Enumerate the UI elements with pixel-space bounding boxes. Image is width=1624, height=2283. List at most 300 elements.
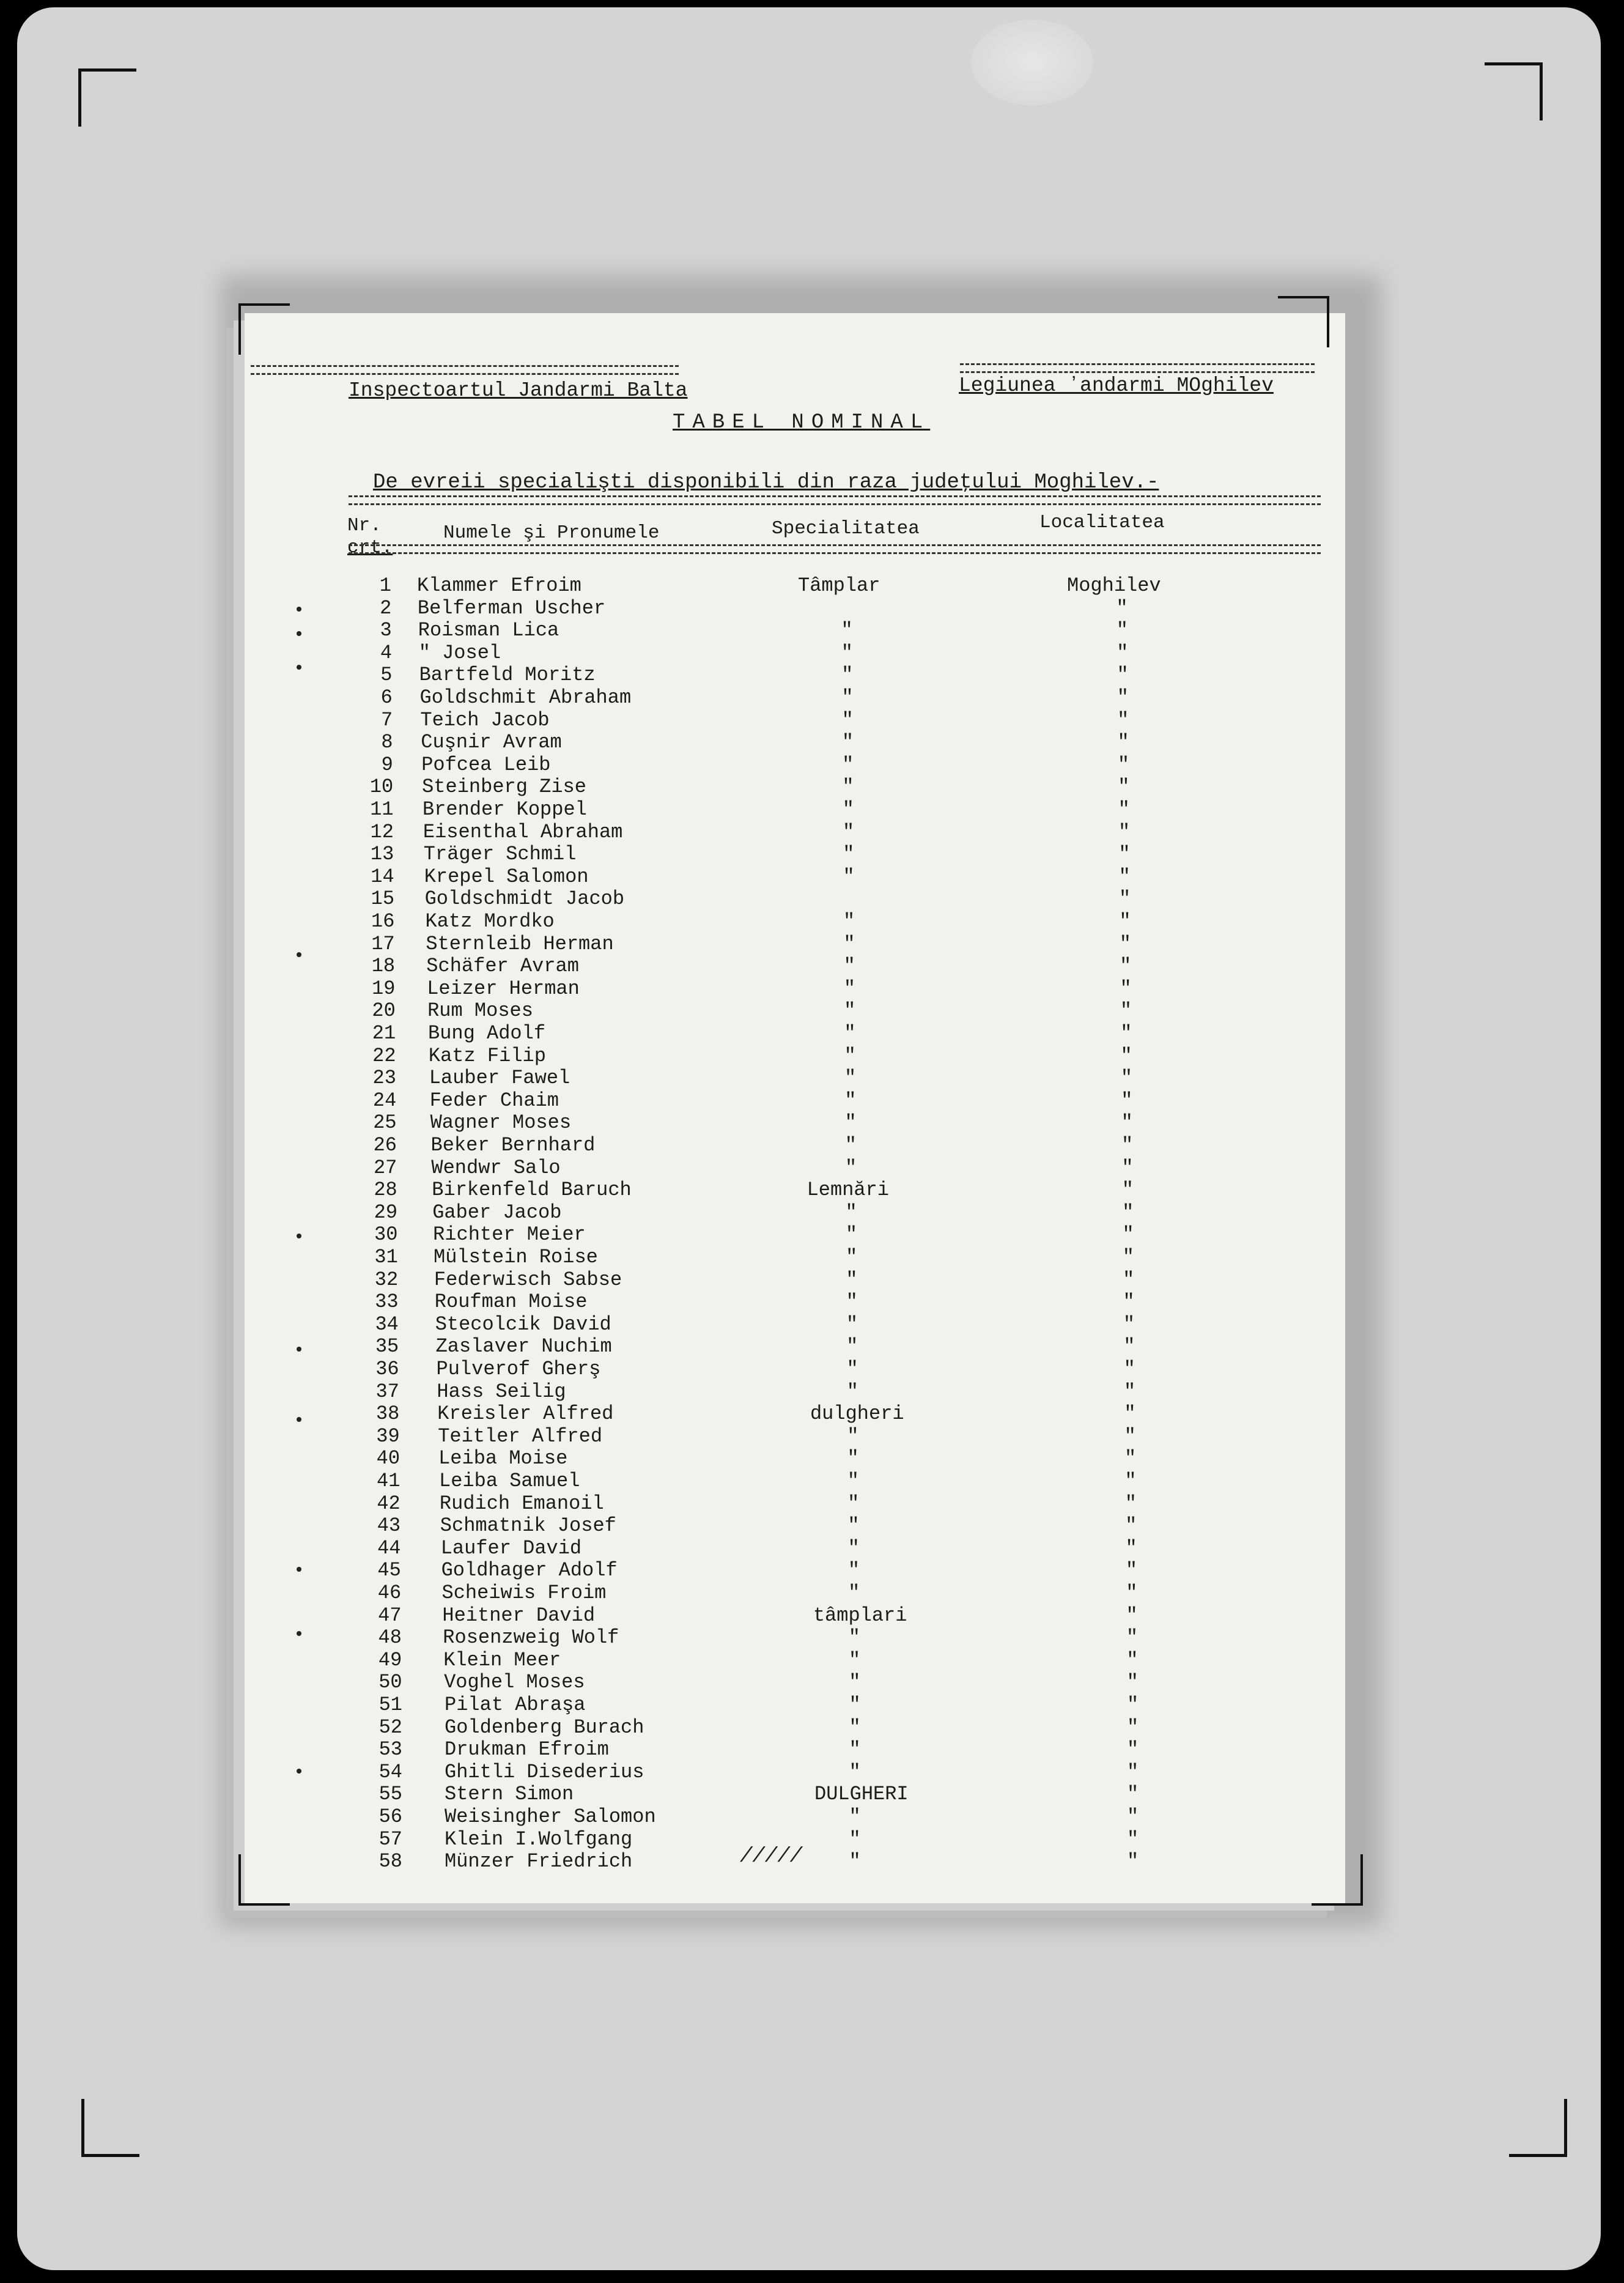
row-name: Wendwr Salo: [431, 1156, 561, 1179]
table-row: [245, 933, 1333, 955]
row-specialty: ": [847, 1470, 859, 1492]
row-locality: ": [1127, 1760, 1139, 1783]
row-number: 32: [374, 1268, 399, 1291]
table-row: [245, 1403, 1333, 1425]
table-row: [245, 1537, 1333, 1560]
row-locality: ": [1126, 1582, 1138, 1604]
table-row: [245, 1045, 1333, 1067]
row-name: Goldenberg Burach: [445, 1715, 644, 1739]
row-specialty: ": [849, 1715, 861, 1739]
row-specialty: ": [845, 1156, 857, 1179]
table-row: [245, 1246, 1333, 1268]
row-number: 27: [373, 1156, 397, 1179]
table-row: [245, 1291, 1333, 1313]
row-number: 25: [373, 1111, 397, 1134]
table-row: [245, 1806, 1333, 1828]
row-name: Stecolcik David: [435, 1312, 611, 1336]
row-locality: ": [1124, 1447, 1137, 1470]
row-specialty: ": [842, 798, 854, 821]
row-name: Rudich Emanoil: [439, 1492, 604, 1515]
row-specialty: ": [846, 1312, 858, 1336]
row-specialty: ": [849, 1805, 861, 1828]
row-specialty: ": [845, 1223, 858, 1246]
row-specialty: ": [844, 1022, 856, 1045]
row-specialty: ": [846, 1268, 858, 1291]
row-number: 21: [372, 1022, 396, 1045]
row-locality: ": [1127, 1715, 1139, 1739]
rule-top-right: [960, 363, 1315, 373]
table-row: [245, 1671, 1333, 1693]
row-name: Beker Bernhard: [430, 1134, 596, 1156]
row-locality: ": [1118, 865, 1131, 888]
row-number: 47: [378, 1604, 402, 1627]
row-number: 24: [372, 1089, 397, 1112]
row-locality: Moghilev: [1067, 574, 1161, 597]
row-locality: ": [1126, 1648, 1139, 1671]
row-name: Träger Schmil: [423, 843, 577, 866]
row-number: 12: [370, 820, 394, 843]
table-row: [245, 1202, 1333, 1224]
margin-mark: [297, 631, 301, 636]
row-name: Teitler Alfred: [438, 1424, 603, 1448]
row-locality: ": [1123, 1290, 1135, 1314]
row-specialty: ": [849, 1827, 861, 1851]
row-specialty: ": [842, 820, 855, 843]
margin-mark: [297, 1234, 301, 1238]
row-number: 55: [378, 1783, 402, 1806]
row-locality: ": [1116, 641, 1129, 664]
page-crop-top-right: [1278, 296, 1329, 347]
row-specialty: ": [849, 1693, 861, 1716]
row-locality: ": [1121, 1179, 1134, 1202]
film-stain: [971, 20, 1093, 105]
row-name: Heitner David: [442, 1604, 596, 1627]
table-row: [245, 888, 1333, 910]
row-number: 53: [378, 1738, 402, 1761]
row-name: Pofcea Leib: [421, 753, 551, 776]
crop-mark-top-left: [78, 68, 136, 127]
table-row: [245, 799, 1333, 821]
document-page: [245, 313, 1345, 1903]
row-number: 44: [377, 1536, 401, 1560]
margin-mark: [297, 665, 301, 670]
row-specialty: ": [841, 731, 854, 754]
row-name: Federwisch Sabse: [434, 1268, 622, 1291]
row-locality: ": [1116, 664, 1129, 687]
row-locality: ": [1118, 798, 1130, 821]
row-name: Schmatnik Josef: [440, 1514, 616, 1537]
rule-top-left: [251, 365, 679, 375]
row-locality: ": [1126, 1671, 1139, 1694]
row-locality: ": [1124, 1492, 1137, 1515]
row-number: 4: [380, 641, 393, 664]
row-name: Teich Jacob: [420, 708, 550, 731]
row-locality: ": [1121, 1111, 1133, 1134]
row-name: Brender Koppel: [423, 798, 587, 821]
row-name: Pilat Abraşa: [445, 1693, 586, 1716]
row-name: Stern Simon: [445, 1783, 574, 1806]
row-number: 16: [371, 910, 395, 933]
margin-mark: [297, 952, 301, 957]
row-locality: ": [1124, 1470, 1137, 1492]
crop-mark-bottom-left: [81, 2099, 139, 2157]
row-locality: ": [1123, 1335, 1135, 1358]
row-name: Feder Chaim: [429, 1089, 559, 1112]
row-number: 11: [370, 798, 394, 821]
table-row: [245, 1493, 1333, 1515]
row-name: Bartfeld Moritz: [419, 664, 596, 687]
row-name: Bung Adolf: [428, 1022, 546, 1045]
row-number: 19: [372, 977, 396, 1000]
row-locality: ": [1122, 1201, 1134, 1224]
row-specialty: ": [841, 686, 854, 709]
row-locality: ": [1123, 1312, 1135, 1336]
row-specialty: dulgheri: [810, 1402, 904, 1426]
row-specialty: ": [847, 1492, 860, 1515]
table-row: [245, 620, 1333, 642]
margin-mark: [297, 1417, 301, 1422]
table-row: [245, 1112, 1333, 1134]
table-row: [245, 1224, 1333, 1246]
row-specialty: ": [847, 1536, 860, 1560]
table-row: [245, 1269, 1333, 1291]
row-specialty: ": [846, 1290, 858, 1314]
row-specialty: ": [846, 1246, 858, 1268]
row-name: Leizer Herman: [427, 977, 580, 1000]
table-row: [245, 1515, 1333, 1537]
row-specialty: ": [843, 843, 855, 866]
row-specialty: ": [841, 619, 853, 642]
margin-mark: [297, 1347, 301, 1352]
row-locality: ": [1126, 1626, 1139, 1649]
table-row: [245, 1761, 1333, 1783]
row-locality: ": [1118, 775, 1130, 799]
nr-label: Nr.: [347, 515, 382, 536]
crt-label: crt.: [347, 537, 393, 558]
row-number: 57: [378, 1827, 402, 1851]
row-specialty: Lemnări: [806, 1179, 889, 1202]
row-specialty: ": [843, 932, 855, 955]
row-specialty: ": [843, 865, 855, 888]
row-specialty: ": [846, 1380, 858, 1403]
table-row: [245, 1426, 1333, 1448]
table-row: [245, 1134, 1333, 1156]
row-name: Cuşnir Avram: [421, 731, 562, 754]
row-specialty: ": [843, 977, 856, 1000]
row-name: Katz Mordko: [425, 910, 555, 933]
table-row: [245, 843, 1333, 865]
row-locality: ": [1120, 1067, 1133, 1090]
row-locality: ": [1125, 1514, 1137, 1537]
row-number: 20: [372, 999, 396, 1023]
row-number: 18: [371, 955, 396, 978]
row-specialty: ": [844, 1134, 857, 1156]
row-locality: ": [1127, 1738, 1139, 1761]
row-locality: ": [1121, 1089, 1133, 1112]
row-name: Weisingher Salomon: [445, 1805, 656, 1828]
header-right: Legiunea ʼandarmi MOghilev: [959, 374, 1274, 397]
row-specialty: DULGHERI: [814, 1783, 909, 1806]
row-number: 28: [374, 1179, 397, 1202]
row-name: Lauber Fawel: [429, 1067, 570, 1090]
table-row: [245, 911, 1333, 933]
table-row: [245, 1739, 1333, 1761]
row-number: 45: [377, 1559, 401, 1582]
table-row: [245, 1381, 1333, 1403]
table-row: [245, 1605, 1333, 1627]
table-row: [245, 1023, 1333, 1045]
row-locality: ": [1126, 1604, 1138, 1627]
row-specialty: ": [849, 1671, 861, 1694]
table-row: [245, 1470, 1333, 1492]
row-locality: ": [1124, 1402, 1136, 1426]
document-title: TABEL NOMINAL: [673, 411, 931, 434]
row-number: 52: [378, 1715, 402, 1739]
row-specialty: Tâmplar: [798, 574, 880, 597]
row-locality: ": [1127, 1783, 1139, 1806]
row-name: Wagner Moses: [430, 1111, 572, 1134]
row-number: 38: [375, 1402, 400, 1426]
row-name: Kreisler Alfred: [437, 1402, 614, 1426]
row-locality: ": [1118, 843, 1131, 866]
document-subtitle: De evreii specialişti disponibili din raza judeţului Moghilev.-: [373, 471, 1159, 494]
row-locality: ": [1118, 820, 1131, 843]
row-locality: ": [1122, 1246, 1134, 1268]
row-specialty: ": [849, 1738, 861, 1761]
row-specialty: ": [849, 1760, 861, 1783]
row-locality: ": [1116, 596, 1128, 620]
row-specialty: ": [842, 753, 854, 776]
row-name: Münzer Friedrich: [445, 1850, 633, 1873]
table-row: [245, 575, 1333, 597]
row-number: 26: [373, 1134, 397, 1156]
table-row: [245, 1358, 1333, 1380]
table-row: [245, 642, 1333, 664]
row-number: 17: [371, 932, 395, 955]
table-row: [245, 664, 1333, 686]
row-number: 37: [375, 1380, 399, 1403]
row-name: Hass Seilig: [437, 1380, 566, 1403]
row-number: 29: [374, 1201, 398, 1224]
row-locality: ": [1121, 1156, 1134, 1179]
row-number: 34: [375, 1312, 399, 1336]
row-name: Gaber Jacob: [432, 1201, 562, 1224]
row-locality: ": [1125, 1536, 1137, 1560]
row-number: 30: [374, 1223, 398, 1246]
row-name: Mülstein Roise: [434, 1246, 598, 1268]
row-specialty: ": [841, 641, 853, 664]
row-number: 36: [375, 1358, 399, 1380]
row-specialty: ": [841, 664, 854, 687]
row-name: Leiba Samuel: [439, 1470, 580, 1492]
row-name: Belferman Uscher: [417, 596, 606, 620]
row-name: Goldschmit Abraham: [419, 686, 632, 709]
row-number: 41: [376, 1470, 400, 1492]
crop-mark-top-right: [1485, 62, 1543, 120]
row-number: 35: [375, 1335, 399, 1358]
row-locality: ": [1127, 1850, 1139, 1873]
row-name: Pulverof Gherş: [436, 1358, 601, 1380]
row-specialty: ": [841, 708, 854, 731]
column-header-locality: Localitatea: [1039, 512, 1165, 533]
row-number: 54: [378, 1760, 402, 1783]
row-locality: ": [1125, 1559, 1138, 1582]
table-row: [245, 1717, 1333, 1739]
row-specialty: ": [847, 1447, 859, 1470]
row-number: 39: [376, 1424, 400, 1448]
row-number: 46: [377, 1582, 402, 1604]
margin-mark: [297, 1769, 301, 1774]
row-number: 6: [380, 686, 393, 709]
margin-mark: [297, 1631, 301, 1636]
row-locality: ": [1123, 1268, 1135, 1291]
row-name: Goldschmidt Jacob: [424, 887, 625, 911]
row-name: " Josel: [418, 641, 501, 664]
row-name: Birkenfeld Baruch: [432, 1179, 632, 1202]
row-locality: ": [1120, 999, 1132, 1023]
row-locality: ": [1124, 1424, 1136, 1448]
row-locality: ": [1127, 1693, 1139, 1716]
row-specialty: ": [848, 1626, 860, 1649]
table-row: [245, 1179, 1333, 1201]
row-number: 5: [380, 664, 393, 687]
row-specialty: ": [849, 1850, 861, 1873]
row-specialty: ": [847, 1514, 860, 1537]
column-header-name: Numele şi Pronumele: [443, 522, 660, 544]
row-number: 42: [377, 1492, 400, 1515]
table-row: [245, 776, 1333, 798]
row-name: Zaslaver Nuchim: [435, 1335, 612, 1358]
row-specialty: ": [844, 1044, 856, 1067]
row-name: Leiba Moise: [438, 1447, 568, 1470]
rule-column-headers: [349, 544, 1321, 554]
row-name: Roisman Lica: [418, 619, 559, 642]
table-row: [245, 1783, 1333, 1805]
row-specialty: ": [844, 1111, 857, 1134]
row-locality: ": [1122, 1223, 1134, 1246]
row-number: 10: [369, 775, 394, 799]
row-name: Krepel Salomon: [424, 865, 589, 888]
row-locality: ": [1123, 1358, 1135, 1380]
row-number: 2: [380, 596, 392, 620]
table-row: [245, 1336, 1333, 1358]
row-number: 14: [371, 865, 394, 888]
row-number: 51: [378, 1693, 402, 1716]
table-row: [245, 1627, 1333, 1649]
row-number: 3: [380, 619, 392, 642]
row-number: 56: [378, 1805, 402, 1828]
row-specialty: ": [848, 1582, 860, 1604]
row-name: Klammer Efroim: [417, 574, 581, 597]
tally-marks: /////: [740, 1845, 803, 1868]
row-number: 7: [380, 708, 393, 731]
row-specialty: ": [845, 1201, 857, 1224]
row-number: 9: [381, 753, 393, 776]
row-number: 33: [375, 1290, 399, 1314]
table-row: [245, 1448, 1333, 1470]
table-row: [245, 1067, 1333, 1089]
row-locality: ": [1127, 1827, 1139, 1851]
row-name: Voghel Moses: [444, 1671, 585, 1694]
row-specialty: ": [844, 1067, 857, 1090]
row-specialty: ": [847, 1424, 859, 1448]
table-row: [245, 1560, 1333, 1582]
row-number: 48: [378, 1626, 402, 1649]
table-row: [245, 754, 1333, 776]
row-name: Katz Filip: [428, 1044, 546, 1067]
rule-subtitle: [349, 495, 1321, 505]
row-specialty: ": [848, 1648, 861, 1671]
row-locality: ": [1117, 731, 1129, 754]
row-name: Drukman Efroim: [445, 1738, 609, 1761]
row-name: Eisenthal Abraham: [423, 820, 623, 843]
table-row: [245, 1314, 1333, 1336]
table-row: [245, 1000, 1333, 1022]
row-name: Klein I.Wolfgang: [445, 1827, 633, 1851]
margin-mark: [297, 607, 301, 612]
row-name: Schäfer Avram: [426, 955, 579, 978]
row-specialty: tâmplari: [813, 1604, 907, 1627]
row-number: 15: [371, 887, 395, 911]
row-specialty: ": [844, 1089, 857, 1112]
row-locality: ": [1119, 910, 1131, 933]
row-number: 43: [377, 1514, 401, 1537]
row-locality: ": [1120, 955, 1132, 978]
table-row: [245, 1157, 1333, 1179]
column-header-specialty: Specialitatea: [772, 518, 920, 539]
row-locality: ": [1117, 708, 1129, 731]
margin-mark: [297, 1567, 301, 1572]
table-row: [245, 821, 1333, 843]
row-number: 23: [372, 1067, 396, 1090]
row-name: Laufer David: [440, 1536, 582, 1560]
row-locality: ": [1117, 753, 1130, 776]
row-locality: ": [1120, 1044, 1132, 1067]
row-number: 58: [378, 1850, 402, 1873]
row-name: Sternleib Herman: [426, 932, 614, 955]
row-locality: ": [1116, 619, 1128, 642]
row-name: Scheiwis Froim: [441, 1582, 607, 1604]
row-specialty: ": [843, 910, 855, 933]
table-row: [245, 731, 1333, 753]
row-locality: ": [1121, 1134, 1134, 1156]
row-number: 40: [376, 1447, 400, 1470]
row-name: Rosenzweig Wolf: [443, 1626, 619, 1649]
row-specialty: ": [846, 1335, 858, 1358]
row-locality: ": [1119, 932, 1131, 955]
row-specialty: ": [842, 775, 854, 799]
table-row: [245, 1694, 1333, 1716]
row-number: 22: [372, 1044, 396, 1067]
table-row: [245, 687, 1333, 709]
row-name: Rum Moses: [427, 999, 533, 1023]
row-name: Ghitli Disederius: [445, 1760, 644, 1783]
row-name: Roufman Moise: [434, 1290, 588, 1314]
row-name: Klein Meer: [443, 1648, 561, 1671]
table-row: [245, 866, 1333, 888]
row-number: 50: [378, 1671, 402, 1694]
table-row: [245, 1090, 1333, 1112]
row-specialty: ": [846, 1358, 858, 1380]
row-specialty: ": [847, 1559, 860, 1582]
table-row: [245, 709, 1333, 731]
row-name: Goldhager Adolf: [441, 1559, 618, 1582]
table-row: [245, 1649, 1333, 1671]
row-locality: ": [1123, 1380, 1136, 1403]
table-row: [245, 978, 1333, 1000]
table-row: [245, 598, 1333, 620]
page-crop-top-left: [238, 303, 290, 355]
